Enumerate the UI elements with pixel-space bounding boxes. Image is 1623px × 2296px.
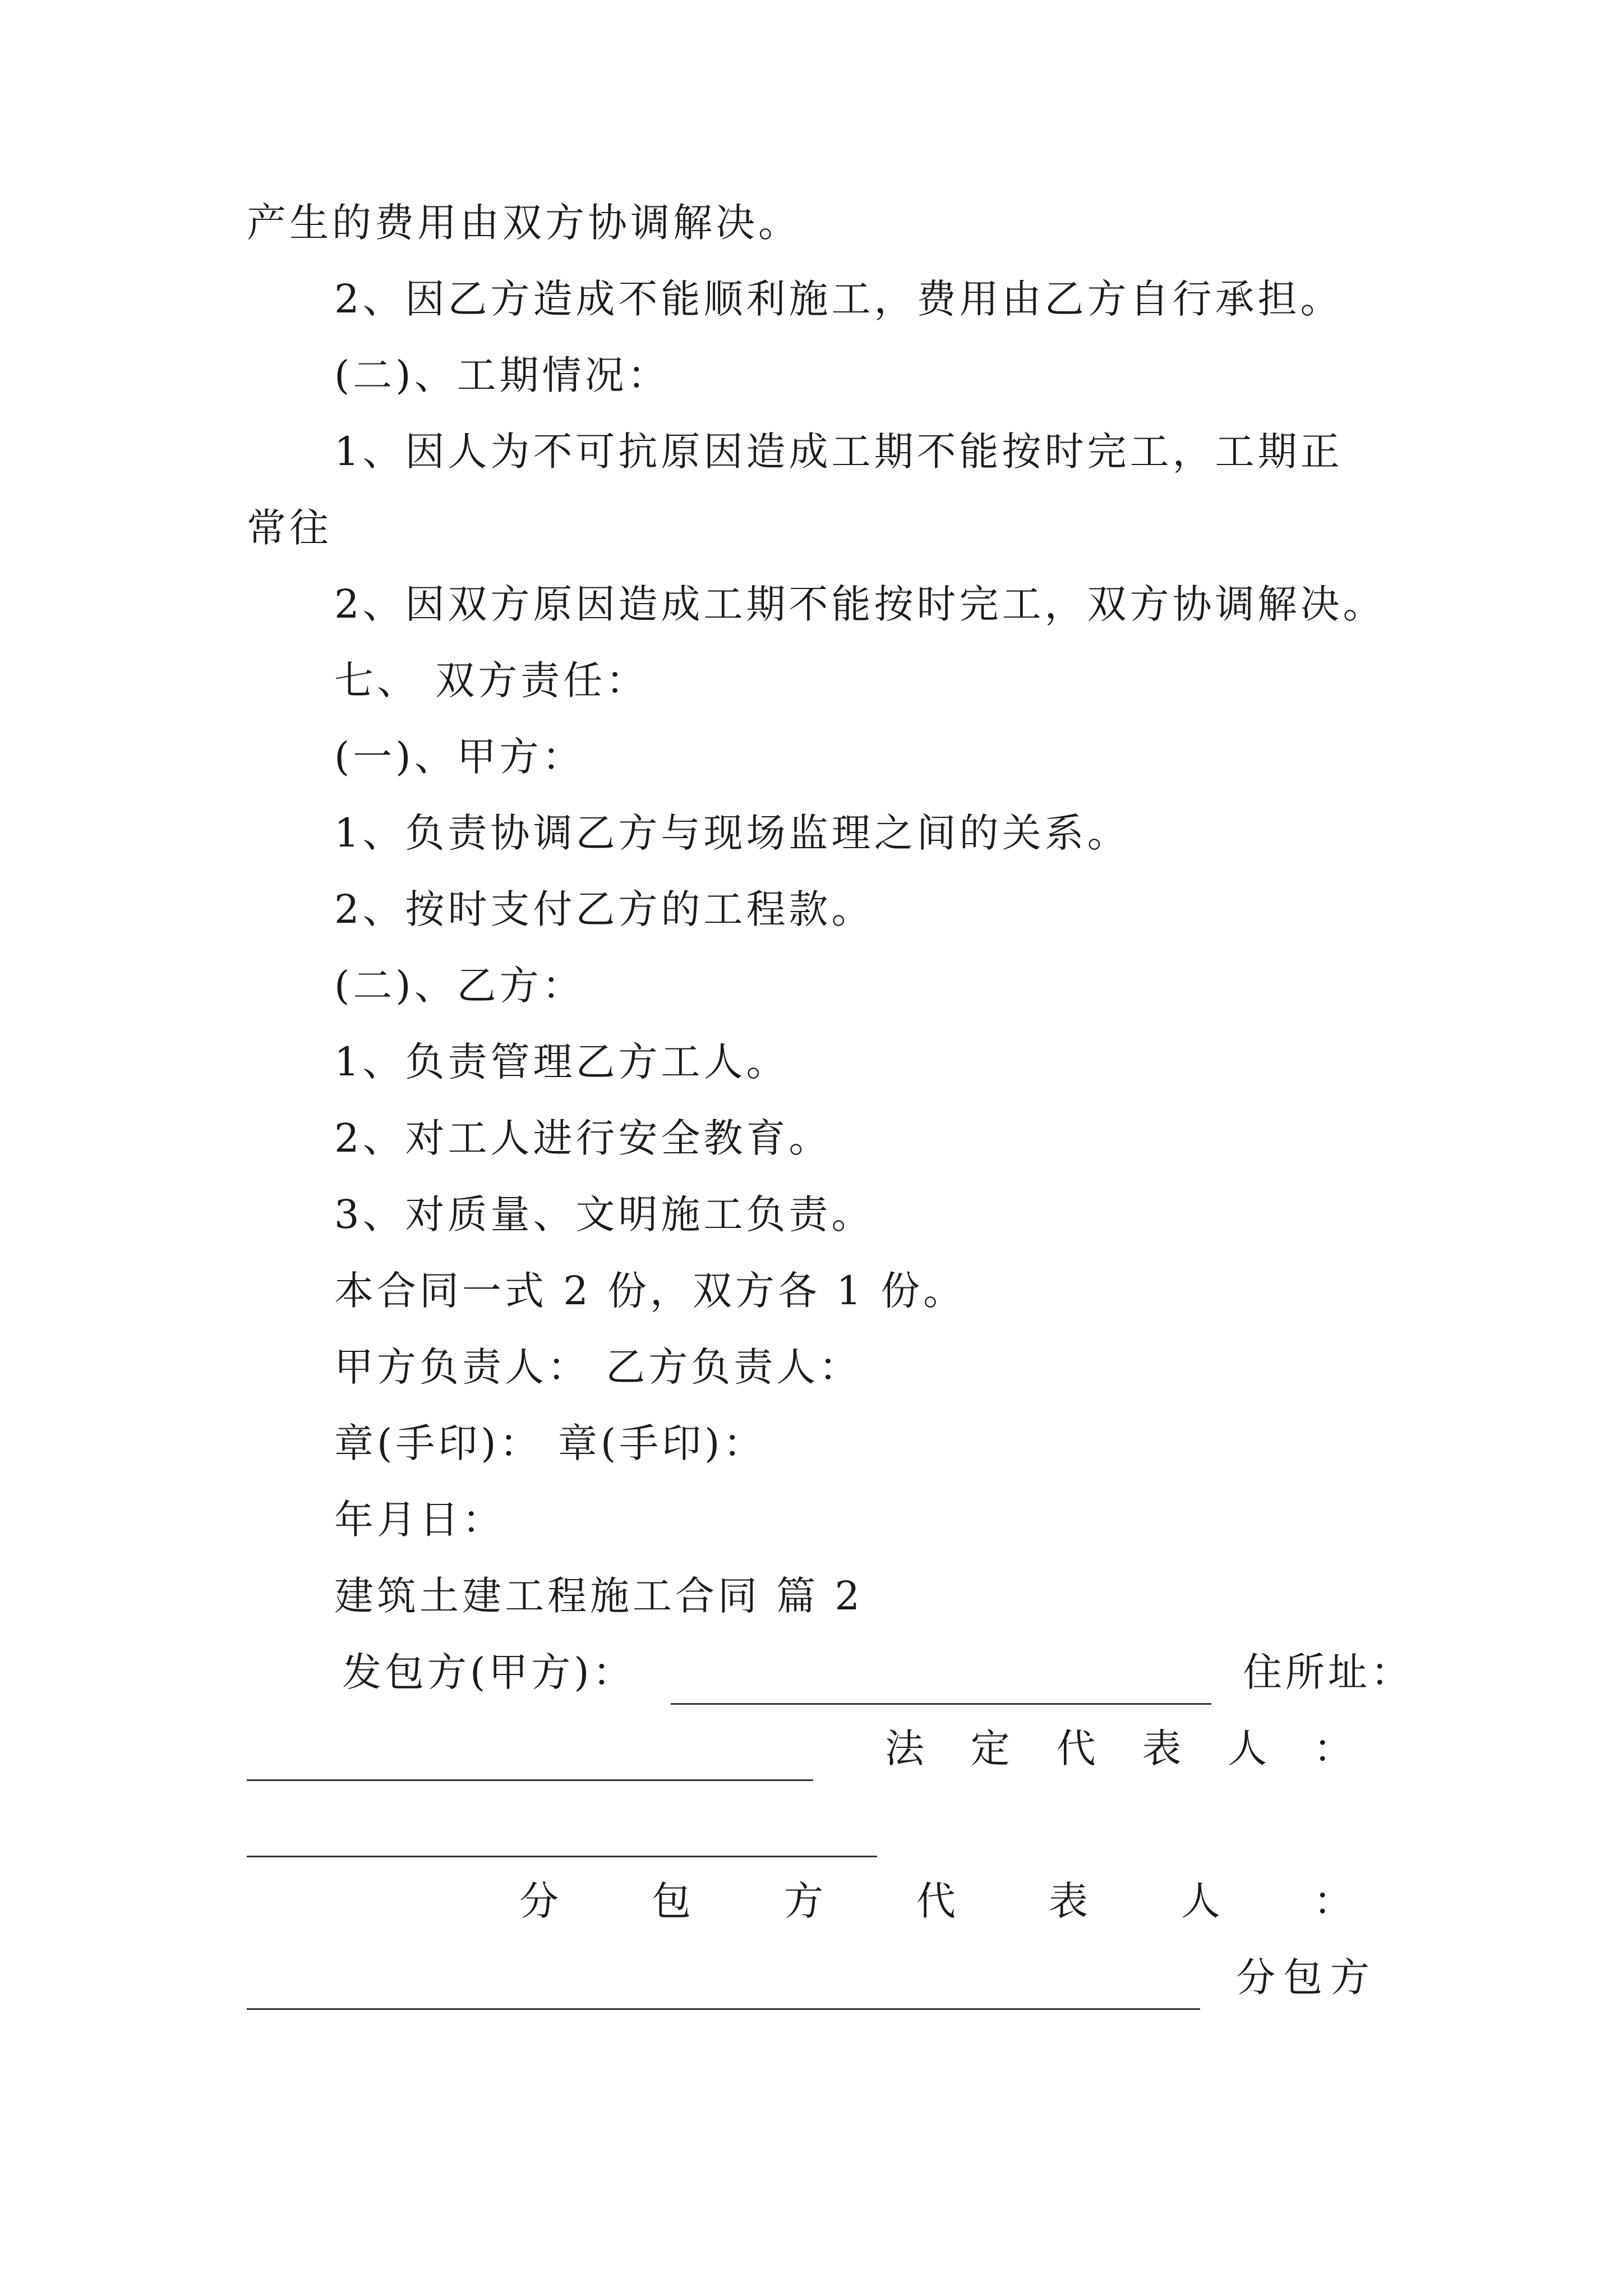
spread-char: 人 xyxy=(1228,1726,1267,1772)
section-heading: 七、 双方责任： xyxy=(334,657,649,703)
text-line: 1、因人为不可抗原因造成工期不能按时完工，工期正 xyxy=(334,429,1343,475)
address-field[interactable] xyxy=(247,1779,813,1781)
spread-char: ： xyxy=(1313,1726,1353,1772)
spread-char: 代 xyxy=(1056,1726,1096,1772)
contract-title: 建筑土建工程施工合同 篇 2 xyxy=(334,1573,864,1619)
text-line: 2、因乙方造成不能顺利施工，费用由乙方自行承担。 xyxy=(334,276,1343,322)
address-label: 住所址： xyxy=(1243,1649,1413,1695)
legal-rep-field[interactable] xyxy=(247,1856,877,1857)
date-line: 年月日： xyxy=(334,1497,505,1543)
sub-rep-field[interactable] xyxy=(247,2008,1200,2010)
text-line: 1、负责协调乙方与现场监理之间的关系。 xyxy=(334,810,1130,856)
text-line: (二)、工期情况： xyxy=(334,352,670,398)
employer-name-field[interactable] xyxy=(671,1703,1211,1705)
text-line: 3、对质量、文明施工负责。 xyxy=(334,1191,874,1237)
spread-char: 人 xyxy=(1181,1878,1220,1924)
spread-char: 分 xyxy=(519,1878,559,1924)
spread-char: 包 xyxy=(652,1878,691,1924)
spread-char: 表 xyxy=(1049,1878,1088,1924)
text-line: 产生的费用由双方协调解决。 xyxy=(247,200,801,246)
text-line: 2、对工人进行安全教育。 xyxy=(334,1115,832,1161)
spread-char: 法 xyxy=(885,1726,924,1772)
spread-char: 表 xyxy=(1142,1726,1182,1772)
signature-line: 甲方负责人： 乙方负责人： xyxy=(334,1344,862,1390)
text-line: (一)、甲方： xyxy=(334,734,585,780)
seal-line: 章(手印)： 章(手印)： xyxy=(334,1420,766,1466)
spread-char: 定 xyxy=(970,1726,1010,1772)
legal-rep-label xyxy=(885,1723,1353,1774)
sub-rep-label xyxy=(519,1876,1353,1926)
text-line: 1、负责管理乙方工人。 xyxy=(334,1039,789,1085)
text-line: 2、因双方原因造成工期不能按时完工，双方协调解决。 xyxy=(334,581,1386,627)
spread-char: ： xyxy=(1313,1878,1353,1924)
text-line: (二)、乙方： xyxy=(334,963,585,1009)
spread-char: 代 xyxy=(916,1878,956,1924)
spread-char: 方 xyxy=(784,1878,823,1924)
text-line: 2、按时支付乙方的工程款。 xyxy=(334,886,874,932)
text-line: 常往 xyxy=(247,505,332,551)
employer-label: 发包方(甲方)： xyxy=(342,1649,635,1695)
subcontractor-label: 分包方 xyxy=(1236,1954,1377,2000)
text-line: 本合同一式 2 份，双方各 1 份。 xyxy=(334,1268,966,1314)
